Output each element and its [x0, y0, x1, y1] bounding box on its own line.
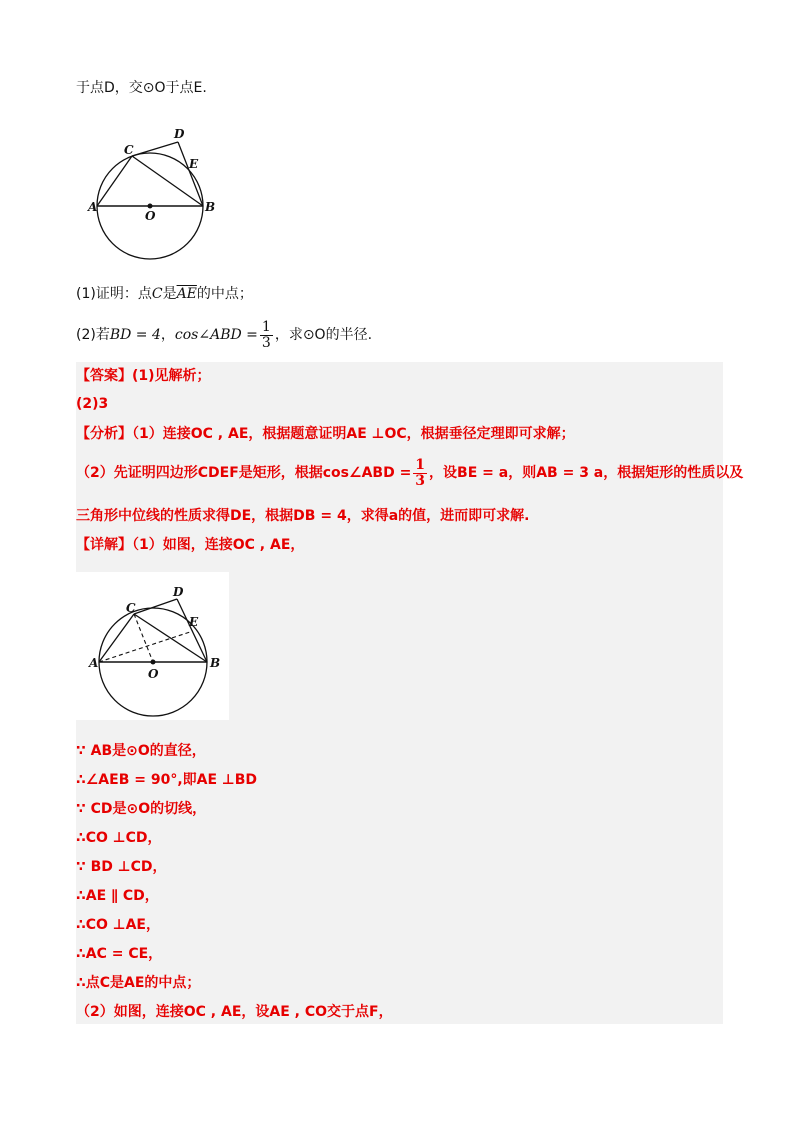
fig1-label-c: C	[124, 143, 134, 157]
detail-line-intro: 【详解】（1）如图，连接OC , AE，	[76, 537, 305, 553]
geometry-figure-1	[86, 120, 226, 260]
analysis-line-2: （2）先证明四边形CDEF是矩形，根据cos∠ABD = $\frac{1}{3}$ ，设BE = a，则AB = 3 a，根据矩形的性质以及	[76, 456, 744, 489]
fig1-label-e: E	[189, 157, 199, 171]
fig2-label-c: C	[126, 601, 136, 615]
detail-step: （2）如图，连接OC , AE，设AE , CO交于点F，	[76, 1004, 393, 1020]
fig1-label-a: A	[88, 200, 98, 214]
answer-line-1: 【答案】(1)见解析；	[76, 368, 211, 384]
detail-step: ∵ CD是⊙O的切线，	[76, 801, 207, 817]
detail-step: ∴∠AEB = 90°,即AE ⊥BD	[76, 772, 258, 788]
fig2-label-d: D	[173, 585, 184, 599]
analysis-line-1: 【分析】（1）连接OC , AE，根据题意证明AE ⊥OC，根据垂径定理即可求解；	[76, 426, 575, 442]
detail-step: ∴CO ⊥AE，	[76, 917, 160, 933]
detail-step: ∵ AB是⊙O的直径，	[76, 743, 206, 759]
fig1-label-d: D	[174, 127, 185, 141]
question-1: (1)证明：点C是$\overline{AE}$的中点；	[76, 286, 253, 302]
detail-step: ∴点C是AE的中点；	[76, 975, 201, 991]
intro-line: 于点D，交⊙O于点E.	[76, 80, 207, 96]
detail-step: ∴AC = CE，	[76, 946, 163, 962]
fig1-label-o: O	[145, 209, 156, 223]
geometry-figure-2-panel	[76, 572, 229, 720]
fig2-label-b: B	[210, 656, 221, 670]
analysis-line-3: 三角形中位线的性质求得DE，根据DB = 4，求得a的值，进而即可求解.	[76, 508, 530, 524]
fig2-label-a: A	[89, 656, 99, 670]
fig1-label-b: B	[205, 200, 216, 214]
fig2-label-o: O	[148, 667, 159, 681]
answer-line-2: (2)3	[76, 396, 109, 412]
detail-step: ∴CO ⊥CD，	[76, 830, 162, 846]
detail-step: ∴AE ∥ CD，	[76, 888, 159, 904]
fig2-label-e: E	[189, 615, 199, 629]
detail-step: ∵ BD ⊥CD，	[76, 859, 167, 875]
geometry-figure-2	[76, 572, 229, 720]
question-2: (2)若BD = 4，cos∠ABD = $\frac{1}{3}$ ，求⊙O的半径.	[76, 318, 373, 351]
